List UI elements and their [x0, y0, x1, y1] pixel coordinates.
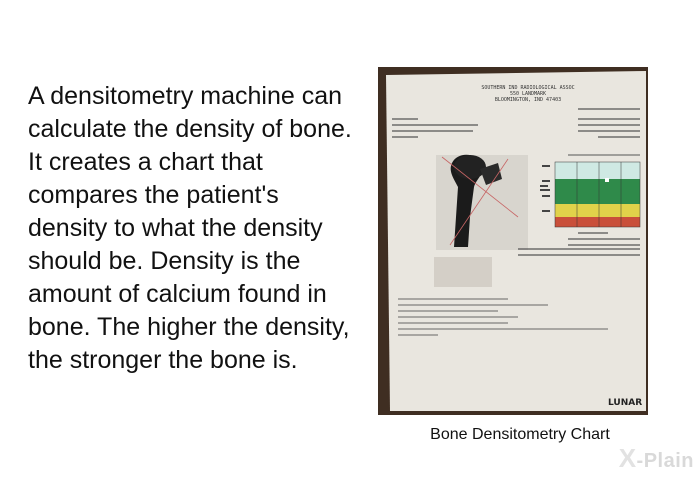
report-header-line1: SOUTHERN IND RADIOLOGICAL ASSOC	[481, 85, 575, 91]
report-header-line3: BLOOMINGTON, IND 47403	[494, 97, 562, 103]
lunar-brand-logo: LUNAR	[608, 398, 643, 408]
redacted-area	[434, 257, 492, 287]
image-caption: Bone Densitometry Chart	[430, 426, 610, 443]
xplain-watermark	[619, 443, 694, 474]
xplain-watermark-text: -Plain	[636, 450, 694, 472]
density-reference-chart	[540, 162, 640, 227]
bone-densitometry-report-photo	[378, 67, 648, 415]
report-header-line2: 550 LANDMARK	[509, 91, 547, 97]
xplain-watermark-x: X	[618, 443, 637, 473]
body-text: A densitometry machine can calculate the density of bone. It creates a chart that compares the patient's density to what the density should be. Density is the amount of calcium found in bone. The higher the density, the stronger the bone is.	[28, 82, 352, 374]
bone-scan-image	[436, 155, 528, 250]
